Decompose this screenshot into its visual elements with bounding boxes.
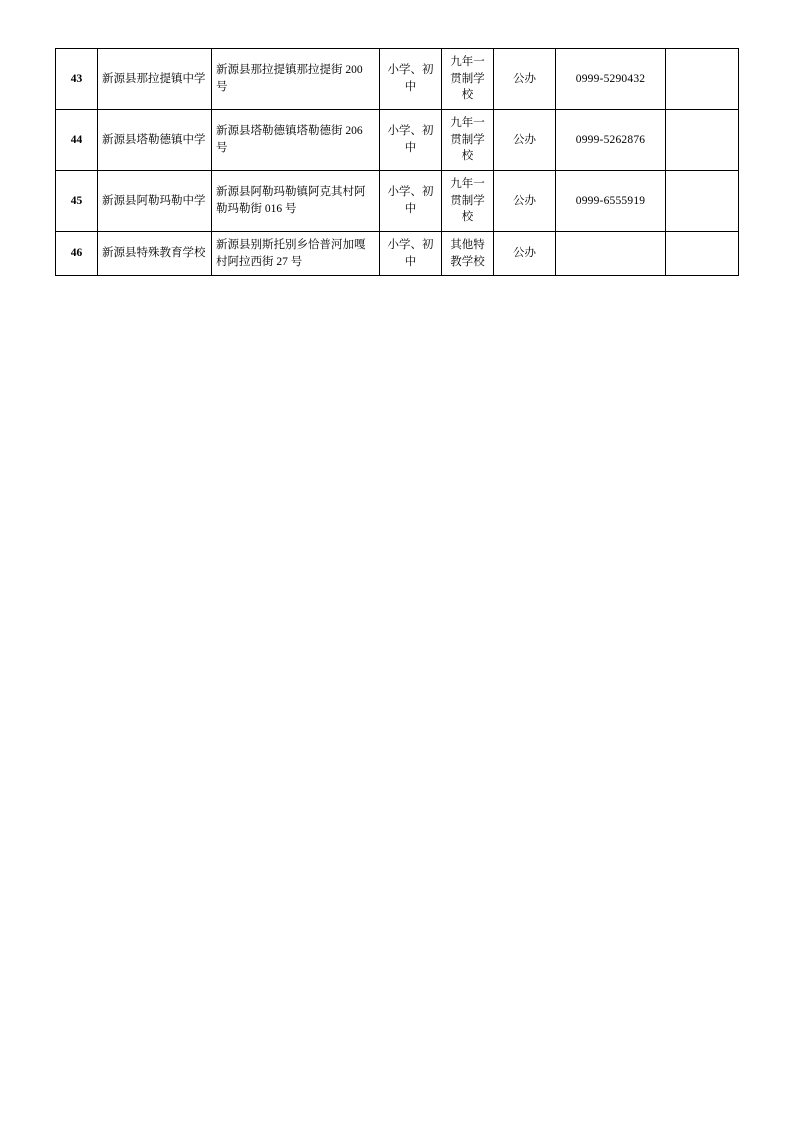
cell-phone: 0999-6555919 xyxy=(556,171,666,232)
cell-school-stage: 小学、初中 xyxy=(380,171,442,232)
cell-school-address: 新源县别斯托别乡恰普河加嘎村阿拉西街 27 号 xyxy=(212,232,380,276)
cell-school-type: 其他特教学校 xyxy=(442,232,494,276)
cell-school-name: 新源县塔勒德镇中学 xyxy=(98,110,212,171)
cell-school-address: 新源县那拉提镇那拉提街 200 号 xyxy=(212,49,380,110)
cell-index: 45 xyxy=(56,171,98,232)
cell-index: 43 xyxy=(56,49,98,110)
cell-note xyxy=(666,232,739,276)
cell-ownership: 公办 xyxy=(494,171,556,232)
cell-school-stage: 小学、初中 xyxy=(380,49,442,110)
cell-school-name: 新源县那拉提镇中学 xyxy=(98,49,212,110)
cell-school-name: 新源县特殊教育学校 xyxy=(98,232,212,276)
cell-school-address: 新源县塔勒德镇塔勒德街 206 号 xyxy=(212,110,380,171)
cell-school-stage: 小学、初中 xyxy=(380,232,442,276)
cell-school-type: 九年一贯制学校 xyxy=(442,171,494,232)
table-row xyxy=(56,171,739,232)
cell-school-name: 新源县阿勒玛勒中学 xyxy=(98,171,212,232)
cell-ownership: 公办 xyxy=(494,110,556,171)
cell-phone: 0999-5262876 xyxy=(556,110,666,171)
cell-school-type: 九年一贯制学校 xyxy=(442,110,494,171)
cell-school-type: 九年一贯制学校 xyxy=(442,49,494,110)
cell-index: 44 xyxy=(56,110,98,171)
cell-school-address: 新源县阿勒玛勒镇阿克其村阿勒玛勒街 016 号 xyxy=(212,171,380,232)
table-row xyxy=(56,110,739,171)
cell-index: 46 xyxy=(56,232,98,276)
cell-note xyxy=(666,171,739,232)
cell-note xyxy=(666,49,739,110)
cell-school-stage: 小学、初中 xyxy=(380,110,442,171)
table-row xyxy=(56,232,739,276)
cell-phone: 0999-5290432 xyxy=(556,49,666,110)
table-row xyxy=(56,49,739,110)
cell-ownership: 公办 xyxy=(494,232,556,276)
cell-note xyxy=(666,110,739,171)
school-list-table xyxy=(55,48,739,276)
cell-ownership: 公办 xyxy=(494,49,556,110)
cell-phone xyxy=(556,232,666,276)
